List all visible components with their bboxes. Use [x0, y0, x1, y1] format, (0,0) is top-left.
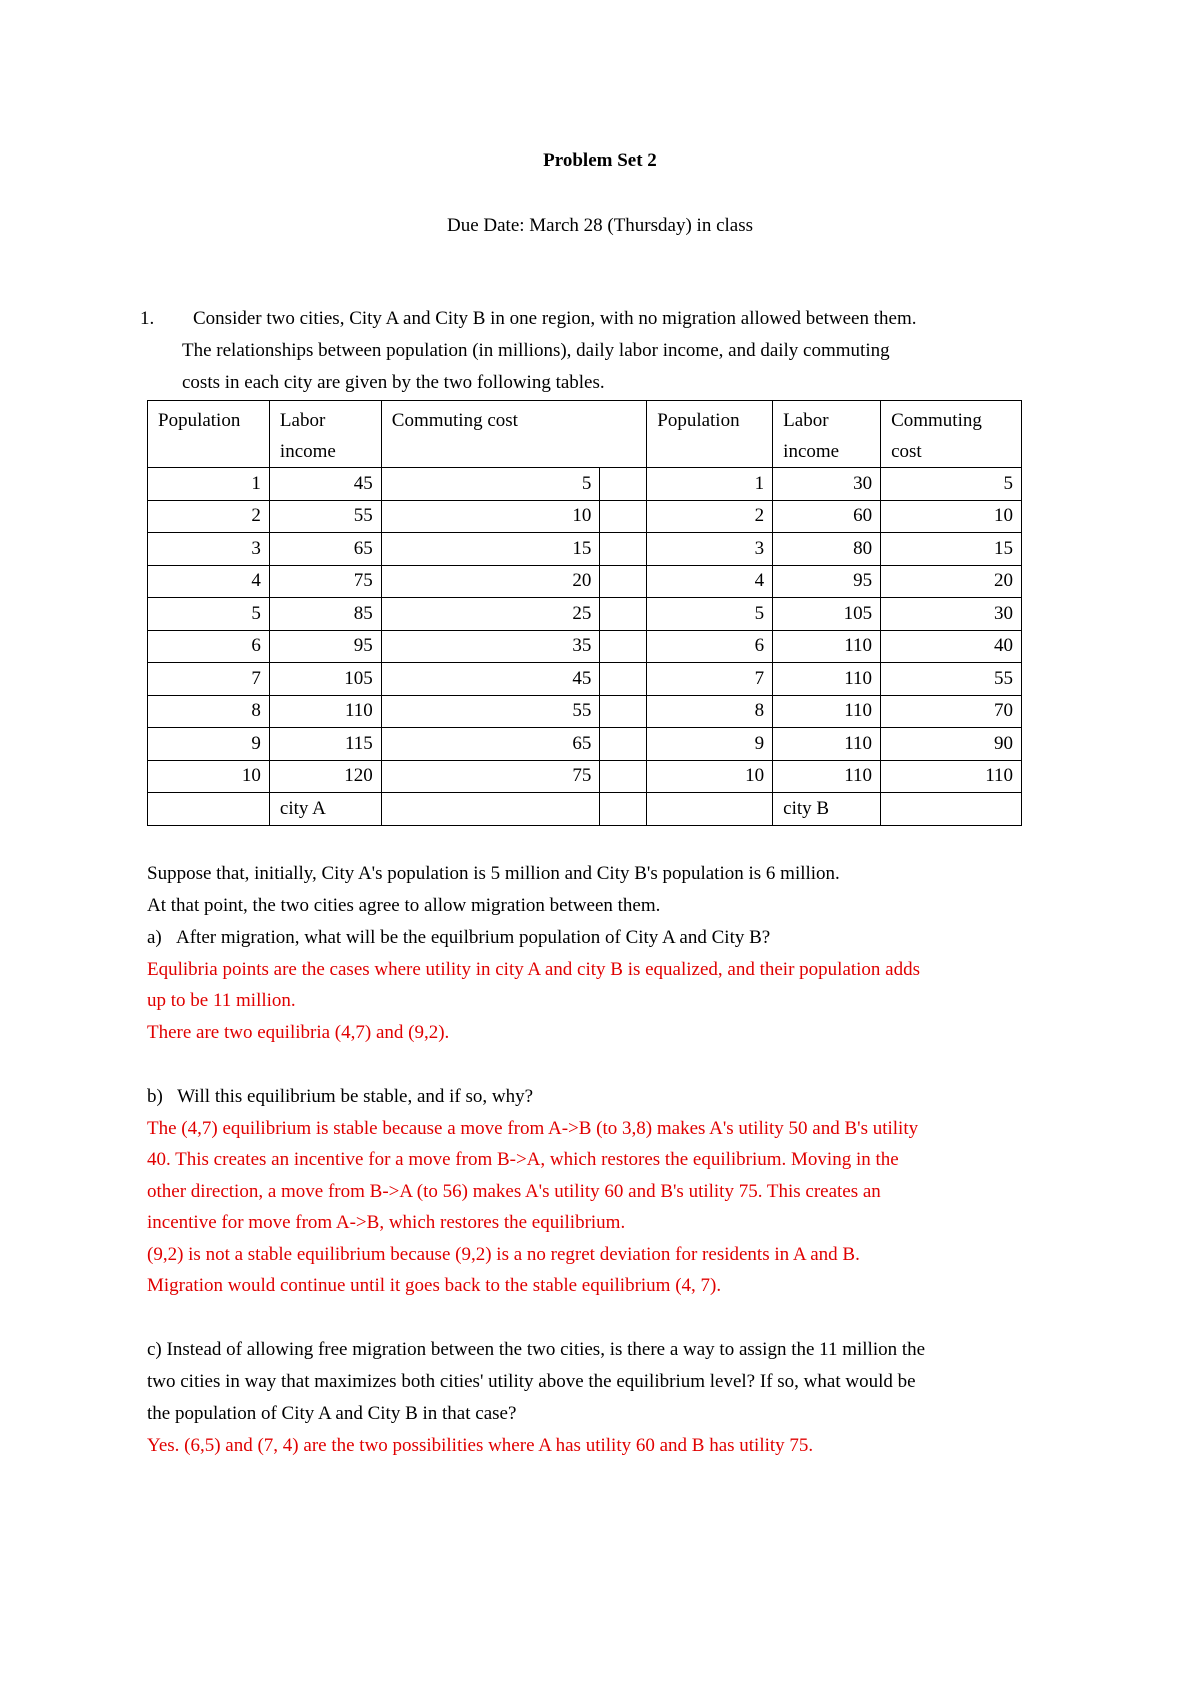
cell-population-a: 10 — [148, 760, 270, 793]
part-c-question-line: c) Instead of allowing free migration between the two cities, is there a way to assign the 11 million the — [147, 1339, 926, 1360]
col-header-commuting-cost-a: Commuting cost — [381, 401, 646, 468]
table-footer-row — [148, 793, 1022, 826]
cell-empty — [600, 468, 647, 501]
table-row — [148, 630, 1022, 663]
question-line: Consider two cities, City A and City B in one region, with no migration allowed between them. — [193, 308, 917, 329]
table-header-row — [148, 401, 1022, 468]
question-number: 1. — [140, 308, 155, 329]
cell-labor-income-a: 75 — [269, 565, 381, 598]
table-row — [148, 695, 1022, 728]
cell-empty — [600, 760, 647, 793]
cell-labor-income-a: 120 — [269, 760, 381, 793]
cell-population-b: 3 — [647, 533, 773, 566]
cell-population-a: 7 — [148, 663, 270, 696]
cell-empty — [600, 598, 647, 631]
table-row — [148, 598, 1022, 631]
table-row — [148, 500, 1022, 533]
cell-empty — [600, 695, 647, 728]
city-b-label: city B — [773, 793, 881, 826]
cell-commuting-cost-a: 20 — [381, 565, 600, 598]
cell-empty — [600, 533, 647, 566]
part-c-question-line: the population of City A and City B in that case? — [147, 1403, 517, 1424]
part-c-answer: Yes. (6,5) and (7, 4) are the two possibilities where A has utility 60 and B has utility 75. — [147, 1435, 814, 1456]
cell-labor-income-b: 80 — [773, 533, 881, 566]
col-header-commuting-cost-b: Commuting cost — [881, 401, 1022, 468]
cell-population-b: 7 — [647, 663, 773, 696]
cell-population-b: 9 — [647, 728, 773, 761]
cell-labor-income-a: 45 — [269, 468, 381, 501]
cell-labor-income-b: 105 — [773, 598, 881, 631]
cell-commuting-cost-b: 55 — [881, 663, 1022, 696]
cell-commuting-cost-b: 20 — [881, 565, 1022, 598]
cell-labor-income-a: 55 — [269, 500, 381, 533]
question-line: costs in each city are given by the two following tables. — [182, 372, 605, 393]
part-b-answer-line: Migration would continue until it goes back to the stable equilibrium (4, 7). — [147, 1275, 722, 1296]
due-date: Due Date: March 28 (Thursday) in class — [446, 215, 753, 236]
cell-labor-income-a: 85 — [269, 598, 381, 631]
cell-commuting-cost-b: 15 — [881, 533, 1022, 566]
cell-commuting-cost-a: 75 — [381, 760, 600, 793]
part-b-question: b) Will this equilibrium be stable, and if so, why? — [147, 1086, 534, 1107]
cell-empty — [600, 728, 647, 761]
cell-population-a: 3 — [148, 533, 270, 566]
part-a-question: a) After migration, what will be the equilbrium population of City A and City B? — [147, 927, 771, 948]
part-a-answer-line: up to be 11 million. — [147, 990, 296, 1011]
table-row — [148, 663, 1022, 696]
cell-commuting-cost-a: 25 — [381, 598, 600, 631]
cell-population-a: 1 — [148, 468, 270, 501]
cell-population-a: 2 — [148, 500, 270, 533]
cell-commuting-cost-b: 30 — [881, 598, 1022, 631]
part-b-answer-line: 40. This creates an incentive for a move from B->A, which restores the equilibrium. Moving in the — [147, 1149, 899, 1170]
table-row — [148, 533, 1022, 566]
cell-commuting-cost-a: 10 — [381, 500, 600, 533]
cell-population-b: 6 — [647, 630, 773, 663]
cell-population-a: 6 — [148, 630, 270, 663]
cell-population-b: 2 — [647, 500, 773, 533]
setup-line: Suppose that, initially, City A's population is 5 million and City B's population is 6 million. — [147, 863, 840, 884]
cell-labor-income-a: 115 — [269, 728, 381, 761]
cell-commuting-cost-a: 5 — [381, 468, 600, 501]
cell-empty — [600, 500, 647, 533]
cell-commuting-cost-a: 15 — [381, 533, 600, 566]
table-row — [148, 565, 1022, 598]
cell-population-b: 1 — [647, 468, 773, 501]
cell-labor-income-b: 110 — [773, 760, 881, 793]
cell-empty — [600, 663, 647, 696]
cell-population-b: 10 — [647, 760, 773, 793]
cell-empty — [600, 565, 647, 598]
col-header-population-b: Population — [647, 401, 773, 468]
cell-labor-income-a: 65 — [269, 533, 381, 566]
cell-population-b: 5 — [647, 598, 773, 631]
col-header-labor-income-b: Labor income — [773, 401, 881, 468]
city-a-label: city A — [269, 793, 381, 826]
col-header-labor-income-a: Labor income — [269, 401, 381, 468]
cell-labor-income-b: 30 — [773, 468, 881, 501]
cell-labor-income-a: 105 — [269, 663, 381, 696]
cell-commuting-cost-a: 35 — [381, 630, 600, 663]
cell-empty — [600, 630, 647, 663]
part-b-answer-line: (9,2) is not a stable equilibrium because (9,2) is a no regret deviation for residents in A and B. — [147, 1244, 860, 1265]
cell-commuting-cost-b: 70 — [881, 695, 1022, 728]
page-title: Problem Set 2 — [543, 150, 657, 171]
cell-labor-income-a: 95 — [269, 630, 381, 663]
cell-population-a: 8 — [148, 695, 270, 728]
cell-labor-income-b: 110 — [773, 663, 881, 696]
table-row — [148, 468, 1022, 501]
setup-line: At that point, the two cities agree to allow migration between them. — [147, 895, 661, 916]
cell-labor-income-b: 110 — [773, 728, 881, 761]
cell-commuting-cost-b: 40 — [881, 630, 1022, 663]
cell-labor-income-b: 110 — [773, 695, 881, 728]
cell-population-a: 9 — [148, 728, 270, 761]
cell-commuting-cost-a: 55 — [381, 695, 600, 728]
cell-labor-income-b: 110 — [773, 630, 881, 663]
cell-population-b: 8 — [647, 695, 773, 728]
cell-labor-income-b: 60 — [773, 500, 881, 533]
cell-population-a: 4 — [148, 565, 270, 598]
cell-commuting-cost-b: 10 — [881, 500, 1022, 533]
cell-commuting-cost-b: 90 — [881, 728, 1022, 761]
cell-population-a: 5 — [148, 598, 270, 631]
part-b-answer-line: The (4,7) equilibrium is stable because a move from A->B (to 3,8) makes A's utility 50 and B's utility — [147, 1118, 919, 1139]
table-row — [148, 728, 1022, 761]
cell-labor-income-a: 110 — [269, 695, 381, 728]
cell-labor-income-b: 95 — [773, 565, 881, 598]
col-header-population-a: Population — [148, 401, 270, 468]
data-table — [147, 400, 1022, 826]
part-c-question-line: two cities in way that maximizes both cities' utility above the equilibrium level? If so, what would be — [147, 1371, 916, 1392]
part-a-answer-line: Equlibria points are the cases where utility in city A and city B is equalized, and their population adds — [147, 959, 921, 980]
cell-commuting-cost-a: 65 — [381, 728, 600, 761]
table-row — [148, 760, 1022, 793]
cell-commuting-cost-b: 110 — [881, 760, 1022, 793]
part-a-answer-line: There are two equilibria (4,7) and (9,2). — [147, 1022, 450, 1043]
cell-commuting-cost-a: 45 — [381, 663, 600, 696]
cell-commuting-cost-b: 5 — [881, 468, 1022, 501]
part-b-answer-line: incentive for move from A->B, which restores the equilibrium. — [147, 1212, 626, 1233]
part-b-answer-line: other direction, a move from B->A (to 56) makes A's utility 60 and B's utility 75. This creates an — [147, 1181, 881, 1202]
question-line: The relationships between population (in millions), daily labor income, and daily commuting — [182, 340, 890, 361]
cell-population-b: 4 — [647, 565, 773, 598]
